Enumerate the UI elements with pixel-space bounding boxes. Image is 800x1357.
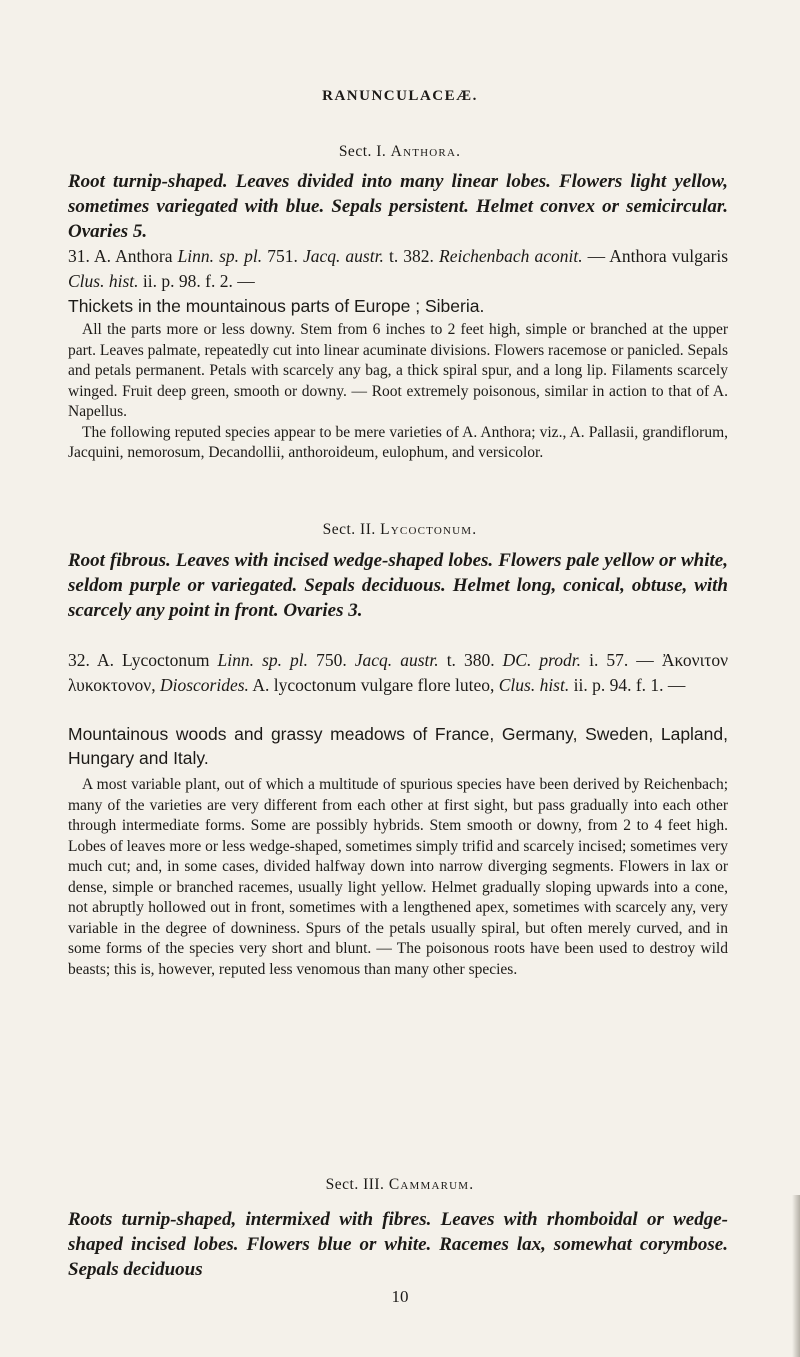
section-number: Sect. III. [325,1176,385,1193]
section-name: Anthora. [390,143,462,160]
section-characters-1: Root turnip-shaped. Leaves divided into many linear lobes. Flowers light yellow, sometimes variegated with blue. Sepals persistent. Helmet convex or semicircular. Ovaries 5. [68,171,728,242]
page-number: 10 [391,1287,409,1306]
species-habitat-32: Mountainous woods and grassy meadows of France, Germany, Sweden, Lapland, Hungary and Italy. [68,724,728,768]
species-description-31: All the parts more or less downy. Stem from 6 inches to 2 feet high, simple or branched at the upper part. Leaves palmate, repeatedly cut into linear acuminate divisions. Flowers racemose or panicled. Sepals and petals permanent. Petals with scarcely any bag, a thick spiral spur, and a long lip. Filaments scarcely winged. Fruit deep green, smooth or downy. — Root extremely poisonous, similar in action to that of A. Napellus. The following reputed species appear to be mere varieties of A. Anthora; viz., A. Pallasii, grandiflorum, Jacquini, nemorosum, Decandollii, anthoroideum, eulophum, and versicolor. [68,321,728,461]
section-characters-3: Roots turnip-shaped, intermixed with fibres. Leaves with rhomboidal or wedge-shaped incised lobes. Flowers blue or white. Racemes lax, somewhat corymbose. Sepals deciduous [68,1209,728,1280]
section-heading-2 [0,521,800,539]
species-habitat-31: Thickets in the mountainous parts of Europe ; Siberia. [68,296,485,316]
species-synonymy-32: 32. A. Lycoctonum Linn. sp. pl. 750. Jacq. austr. t. 380. DC. prodr. i. 57. — Ἀκονιτον λυκοκτονον, Dioscorides. A. lycoctonum vulgare flore luteo, Clus. hist. ii. p. 94. f. 1. — [68,650,728,695]
section-name: Cammarum. [388,1176,475,1193]
running-header: RANUNCULACEÆ. [322,88,478,104]
section-name: Lycoctonum. [380,521,478,538]
section-number: Sect. I. [338,143,387,160]
section-heading-1 [0,143,800,161]
section-heading-3 [0,1176,800,1194]
species-description-32: A most variable plant, out of which a multitude of spurious species have been derived by Reichenbach; many of the varieties are very different from each other at first sight, but pass gradually into each other through intermediate forms. Some are possibly hybrids. Stem smooth or downy, from 2 to 4 feet high. Lobes of leaves more or less wedge-shaped, sometimes simply trifid and scarcely incised; sometimes very much cut; and, in some cases, divided halfway down into narrow diverging segments. Flowers in lax or dense, simple or branched racemes, usually light yellow. Helmet gradually sloping upwards into a cone, not abruptly hollowed out in front, sometimes with a lengthened apex, sometimes with scarcely any, very variable in the degree of downiness. Spurs of the petals usually spiral, but often merely curved, and in some forms of the species very short and blunt. — The poisonous roots have been used to destroy wild beasts; this is, however, reputed less venomous than many other species. [68,776,728,978]
section-number: Sect. II. [322,521,376,538]
section-characters-2: Root fibrous. Leaves with incised wedge-shaped lobes. Flowers pale yellow or white, seldom purple or variegated. Sepals deciduous. Helmet long, conical, obtuse, with scarcely any point in front. Ovaries 3. [68,550,728,621]
species-synonymy-31: 31. A. Anthora Linn. sp. pl. 751. Jacq. austr. t. 382. Reichenbach aconit. — Anthora vulgaris Clus. hist. ii. p. 98. f. 2. — [68,246,729,291]
page-edge-shadow [792,1195,800,1357]
